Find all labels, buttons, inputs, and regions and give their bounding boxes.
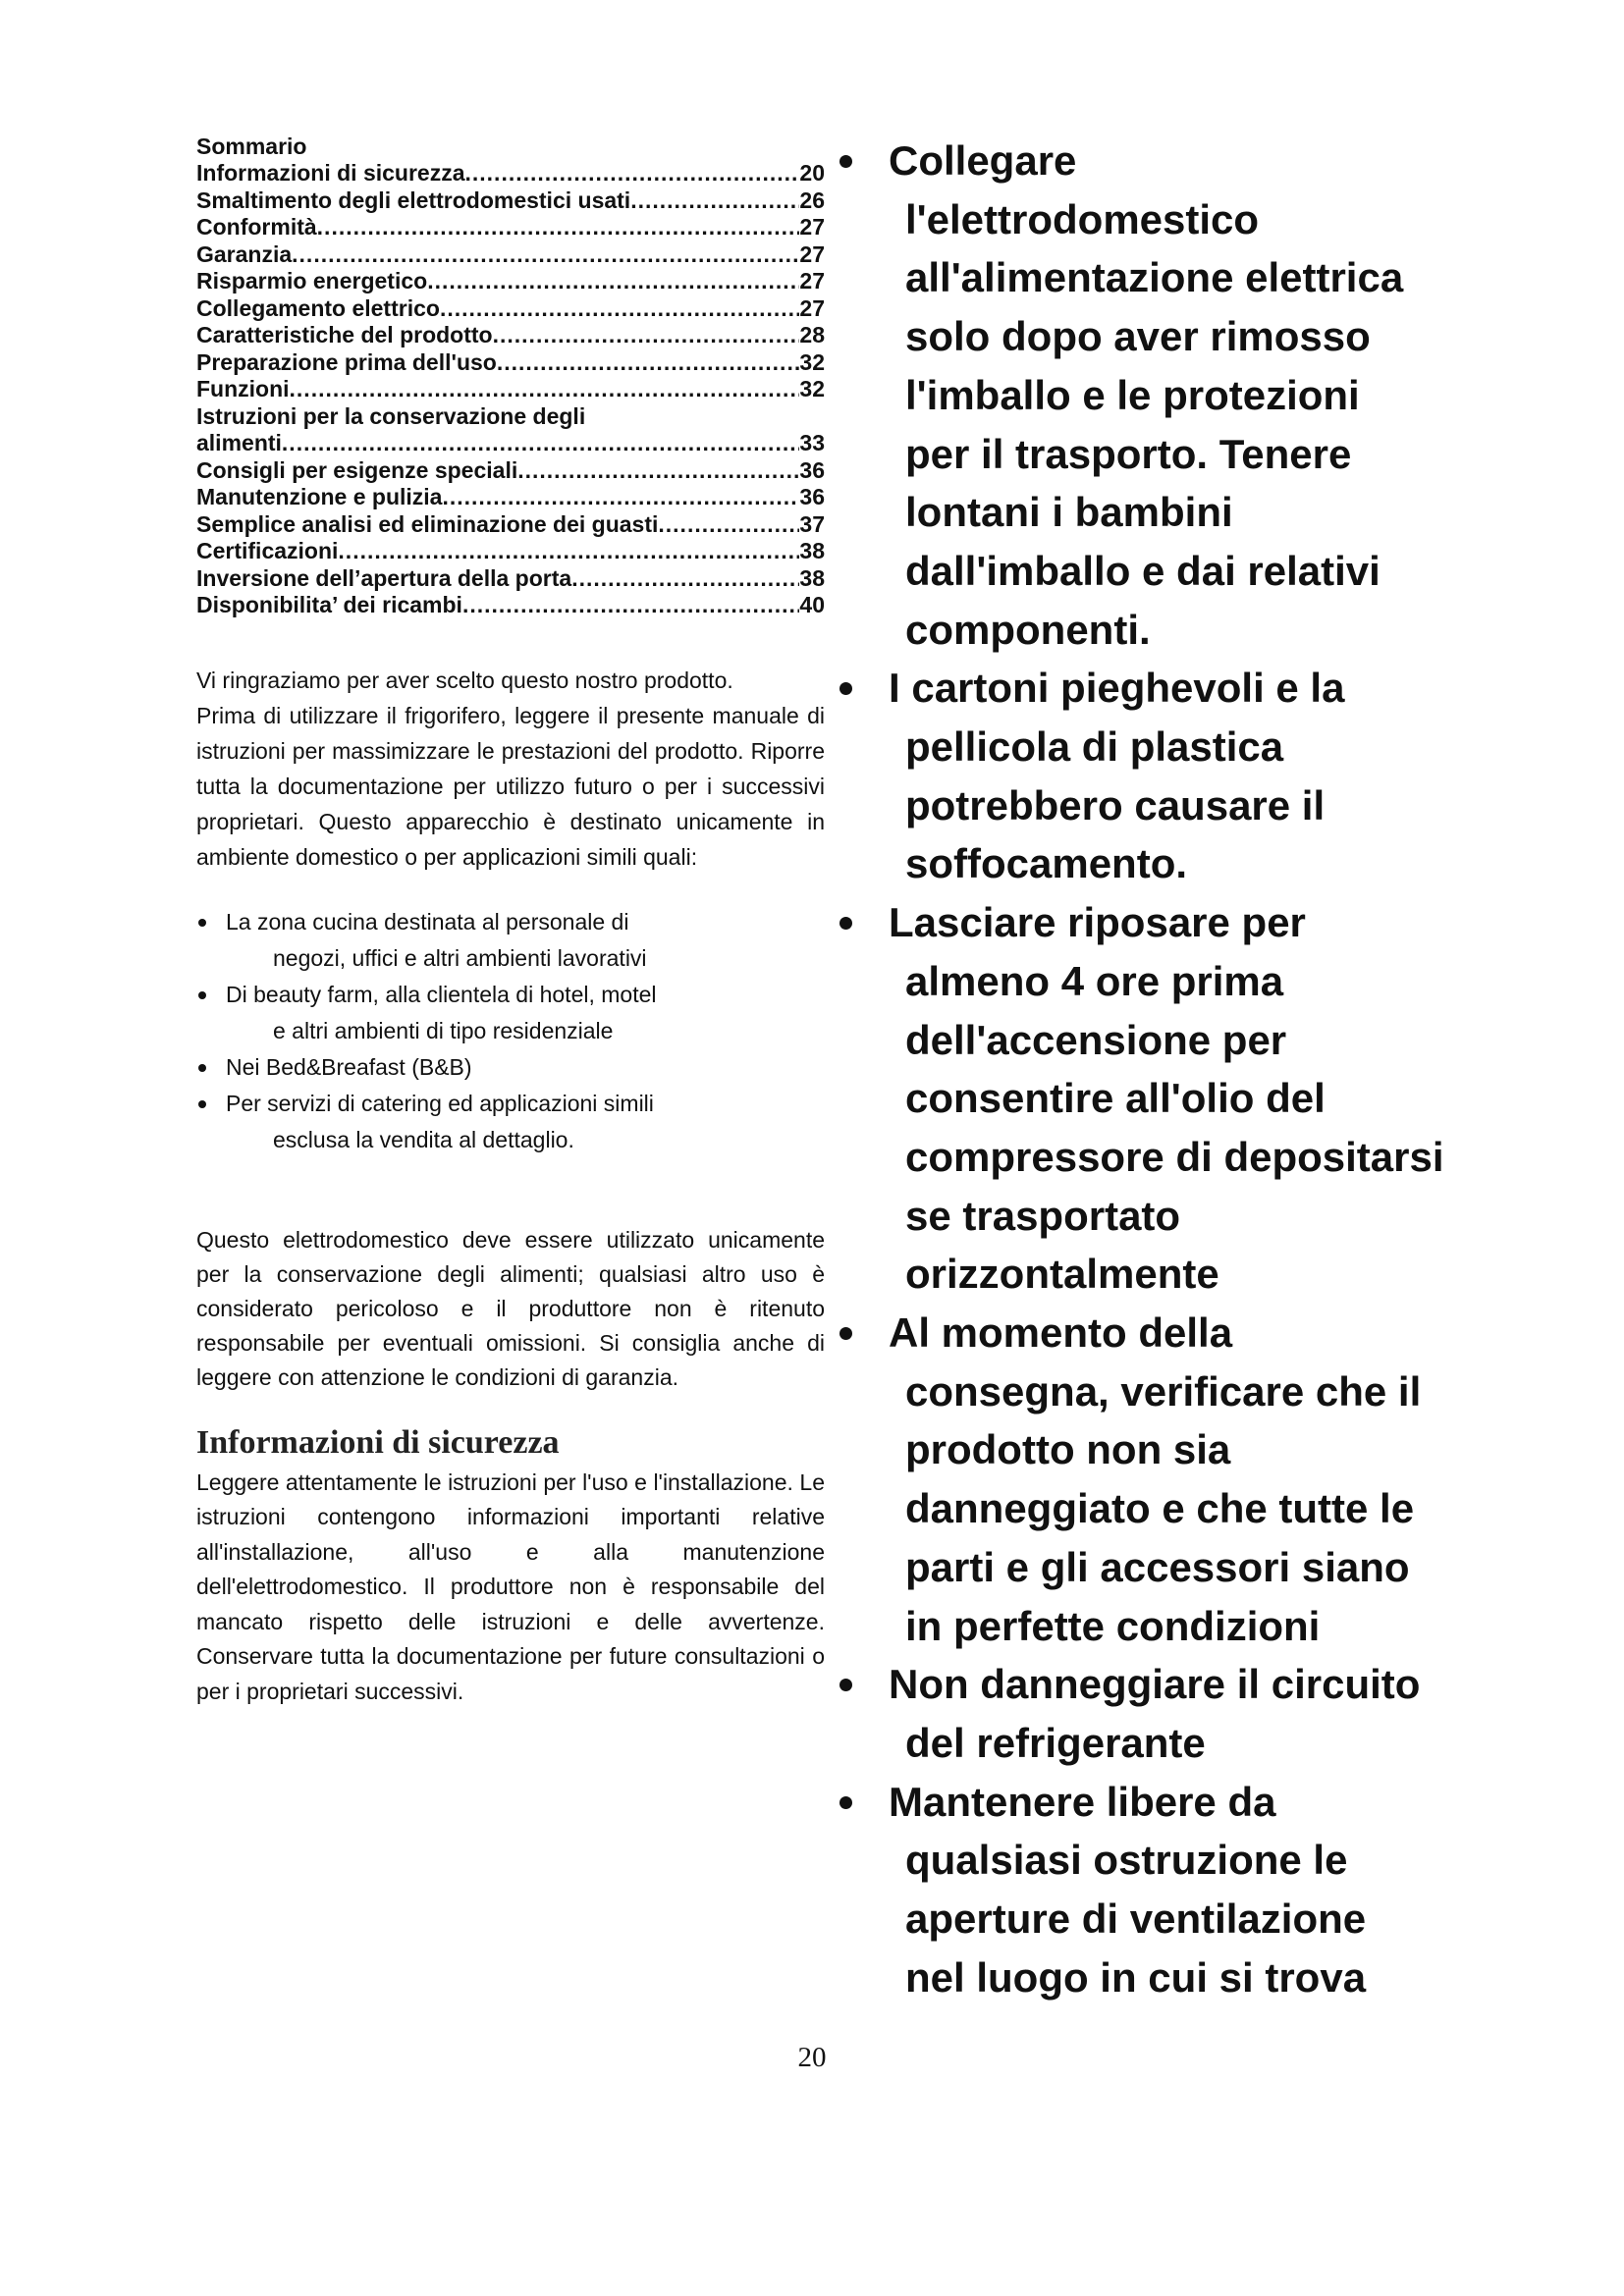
warning-item (839, 659, 1468, 893)
warning-item (839, 1773, 1468, 2007)
toc-entry-page: 27 (799, 240, 825, 267)
warning-line: componenti. (905, 606, 1151, 653)
warning-line: Mantenere libere da (889, 1778, 1276, 1825)
warning-line: prodotto non sia (905, 1426, 1231, 1473)
toc-entry[interactable] (196, 268, 825, 295)
toc-entry-page: 28 (799, 322, 825, 347)
toc-entry-page: 38 (799, 564, 825, 591)
toc-entry[interactable] (196, 511, 825, 539)
intended-uses-list (196, 904, 825, 1158)
toc-leader-dots (630, 187, 799, 215)
toc-entry-page: 27 (799, 214, 825, 240)
toc-entry-label-line1: Istruzioni per la conservazione degli (196, 402, 586, 429)
toc-leader-dots (497, 349, 800, 377)
toc-leader-dots (317, 214, 800, 241)
warning-line: consentire all'olio del (905, 1075, 1326, 1122)
toc-entry-page: 27 (799, 294, 825, 321)
page-number: 20 (797, 2042, 827, 2073)
toc-entry-page: 40 (799, 592, 825, 617)
toc-entry-label: Risparmio energetico (196, 268, 428, 294)
toc-entry[interactable] (196, 349, 825, 377)
warning-line: per il trasporto. Tenere (905, 430, 1352, 477)
warning-line: l'imballo e le protezioni (905, 371, 1360, 418)
safety-body: Leggere attentamente le istruzioni per l'uso e l'installazione. Le istruzioni contengono informazioni importanti relative all'installazione, all'uso e alla manutenzione dell'elettrodomestico. Il produttore non è responsabile del mancato rispetto delle istruzioni e delle avvertenze. Conservare tutta la documentazione per future consultazioni o per i proprietari successivi. (196, 1468, 825, 1704)
warning-item (839, 893, 1468, 1304)
warning-line: I cartoni pieghevoli e la (889, 665, 1345, 712)
toc-entry-label: Garanzia (196, 240, 293, 267)
toc-entry[interactable] (196, 160, 825, 187)
toc-entry[interactable] (196, 376, 825, 403)
toc-leader-dots (427, 268, 799, 295)
toc-entry-page: 33 (799, 430, 825, 455)
intro-body: Prima di utilizzare il frigorifero, leggere il presente manuale di istruzioni per massimizzare le prestazioni del prodotto. Riporre tutta la documentazione per utilizzo futuro o per i successivi proprietari. Questo apparecchio è destinato unicamente in ambiente domestico o per applicazioni simili quali: (196, 702, 825, 870)
bullet-icon (839, 1796, 852, 1809)
toc-leader-dots (338, 538, 799, 565)
list-item-text-cont: e altri ambienti di tipo residenziale (273, 1017, 614, 1043)
list-item (196, 977, 825, 1049)
toc-entry-label: Certificazioni (196, 538, 339, 563)
toc-title: Sommario (196, 133, 307, 159)
list-item-text: Per servizi di catering ed applicazioni simili (226, 1090, 654, 1116)
toc-entry-label: Inversione dell’apertura della porta (196, 564, 572, 591)
toc-entry[interactable] (196, 322, 825, 349)
toc-entry[interactable] (196, 295, 825, 323)
toc-entry-label: Smaltimento degli elettrodomestici usati (196, 187, 631, 213)
warning-line: almeno 4 ore prima (905, 957, 1284, 1004)
warning-line: Al momento della (889, 1309, 1233, 1357)
warning-line: Non danneggiare il circuito (889, 1661, 1421, 1708)
warning-line: aperture di ventilazione (905, 1896, 1367, 1943)
safety-heading: Informazioni di sicurezza (196, 1423, 560, 1461)
warning-line: solo dopo aver rimosso (905, 313, 1371, 360)
toc-entry-label: Informazioni di sicurezza (196, 160, 465, 186)
toc-entry-label: Caratteristiche del prodotto (196, 322, 493, 347)
toc-leader-dots (517, 457, 799, 485)
toc-leader-dots (465, 160, 800, 187)
warning-line: Collegare (889, 137, 1077, 184)
toc-entry[interactable] (196, 214, 825, 241)
toc-entry-label: Preparazione prima dell'uso (196, 348, 497, 375)
toc-entry-label: Collegamento elettrico (196, 294, 440, 321)
left-column (196, 133, 825, 1709)
toc-entry-page: 20 (799, 160, 825, 186)
toc-entry[interactable] (196, 430, 825, 457)
toc-entry-label: Disponibilita’ dei ricambi (196, 592, 462, 617)
list-item-text: La zona cucina destinata al personale di (226, 908, 629, 934)
warning-line: qualsiasi ostruzione le (905, 1837, 1348, 1884)
warning-line: orizzontalmente (905, 1251, 1219, 1298)
toc-leader-dots (292, 241, 799, 269)
list-item (196, 1086, 825, 1158)
warning-line: all'alimentazione elettrica (905, 254, 1404, 301)
list-item-text: Nei Bed&Breafast (B&B) (226, 1053, 472, 1080)
warning-line: in perfette condizioni (905, 1602, 1321, 1649)
toc-entry-label: Semplice analisi ed eliminazione dei guasti (196, 510, 659, 537)
toc-entry[interactable] (196, 187, 825, 215)
warning-line: parti e gli accessori siano (905, 1543, 1410, 1590)
toc-leader-dots (282, 430, 799, 457)
toc-leader-dots (442, 484, 799, 511)
list-item (196, 904, 825, 977)
toc-entry[interactable] (196, 484, 825, 511)
list-item (196, 1049, 825, 1086)
toc-entry-page: 38 (799, 538, 825, 563)
warning-item (839, 1304, 1468, 1655)
toc-entry[interactable] (196, 241, 825, 269)
toc-entry-page: 32 (799, 348, 825, 375)
warning-line: consegna, verificare che il (905, 1367, 1422, 1415)
bullet-icon (839, 155, 852, 168)
toc-leader-dots (290, 376, 800, 403)
safety-warnings-list (839, 132, 1468, 2007)
warning-line: l'elettrodomestico (905, 195, 1260, 242)
warning-line: pellicola di plastica (905, 723, 1284, 771)
toc-entry[interactable] (196, 565, 825, 593)
bullet-icon (839, 1327, 852, 1340)
toc-entry-label: Funzioni (196, 376, 290, 401)
warning-line: nel luogo in cui si trova (905, 1953, 1367, 2001)
toc-entry-page: 26 (799, 187, 825, 213)
toc-entry[interactable] (196, 592, 825, 619)
usage-note: Questo elettrodomestico deve essere utilizzato unicamente per la conservazione degli alimenti; qualsiasi altro uso è considerato pericoloso e il produttore non è ritenuto responsabile per eventuali omissioni. Si consiglia anche di leggere con attenzione le condizioni di garanzia. (196, 1226, 825, 1390)
toc-leader-dots (493, 322, 800, 349)
toc-entry[interactable] (196, 457, 825, 485)
warning-line: del refrigerante (905, 1719, 1206, 1766)
toc-entry-label: Manutenzione e pulizia (196, 484, 443, 509)
warning-line: Lasciare riposare per (889, 899, 1306, 946)
toc-entry-page: 32 (799, 376, 825, 401)
list-item-text-cont: esclusa la vendita al dettaglio. (273, 1126, 574, 1152)
list-item-text-cont: negozi, uffici e altri ambienti lavorativi (273, 944, 647, 971)
toc-entry[interactable] (196, 538, 825, 565)
warning-line: dall'imballo e dai relativi (905, 547, 1380, 594)
warning-line: soffocamento. (905, 840, 1188, 887)
toc-entry-page: 36 (799, 484, 825, 509)
list-item-text: Di beauty farm, alla clientela di hotel, motel (226, 981, 657, 1007)
warning-line: dell'accensione per (905, 1016, 1287, 1063)
table-of-contents (196, 160, 825, 619)
intro-thanks: Vi ringraziamo per aver scelto questo nostro prodotto. (196, 667, 733, 693)
toc-entry-label: Conformità (196, 214, 317, 240)
warning-line: potrebbero causare il (905, 781, 1326, 828)
toc-entry-label: Consigli per esigenze speciali (196, 456, 518, 483)
warning-item (839, 132, 1468, 659)
toc-entry-page: 36 (799, 456, 825, 483)
warning-item (839, 1655, 1468, 1772)
warning-line: lontani i bambini (905, 489, 1233, 536)
warning-line: se trasportato (905, 1192, 1181, 1239)
warning-line: compressore di depositarsi (905, 1133, 1444, 1180)
toc-entry-page: 27 (799, 268, 825, 294)
toc-leader-dots (658, 511, 799, 539)
toc-entry-page: 37 (799, 510, 825, 537)
toc-entry-label: alimenti (196, 430, 282, 455)
toc-leader-dots (440, 295, 799, 323)
toc-leader-dots (571, 565, 799, 593)
toc-leader-dots (462, 592, 799, 619)
warning-line: danneggiato e che tutte le (905, 1485, 1415, 1532)
